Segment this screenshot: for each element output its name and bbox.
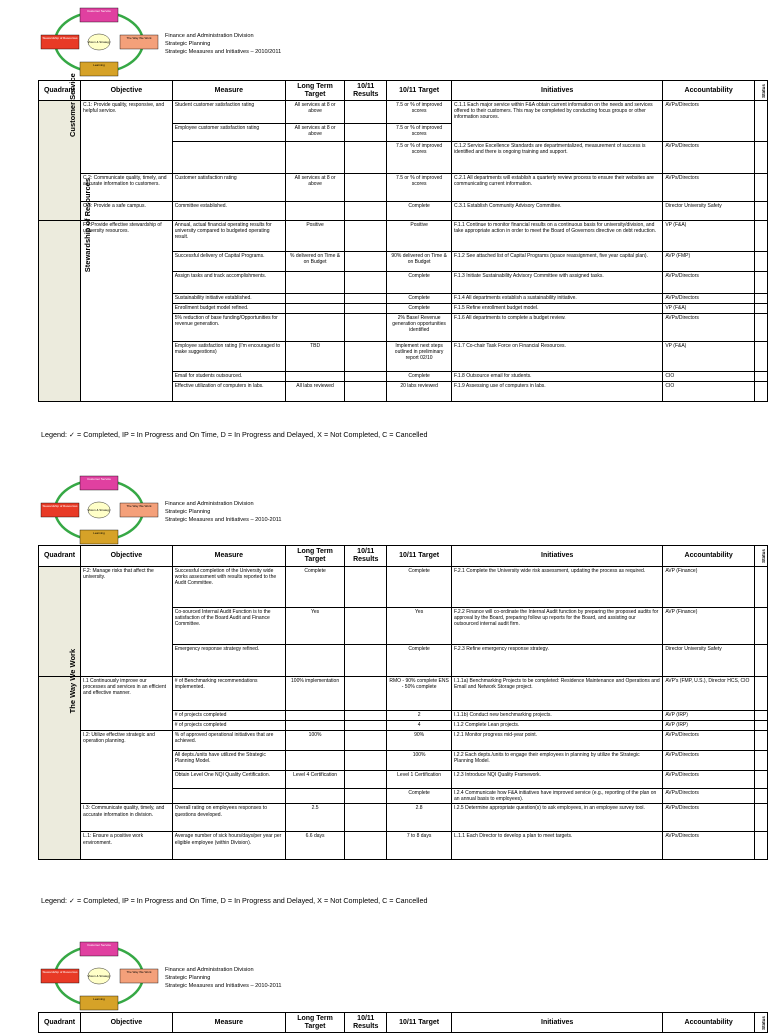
objective-cell: F.1:Provide effective stewardship of university resources. bbox=[81, 221, 173, 402]
long-term-cell: Level 4 Certification bbox=[285, 771, 344, 789]
diagram-center-label: Vision & Strategy bbox=[87, 40, 111, 44]
initiative-cell: I.2.4 Communicate how F&A initiatives have improved service (e.g., reporting of the plan on an annual basis to employees). bbox=[451, 789, 662, 804]
quadrant-cell: Customer Service bbox=[39, 101, 81, 221]
plan-subtitle: Strategic Measures and Initiatives – 2010-2011 bbox=[165, 517, 282, 523]
col-quadrant: Quadrant bbox=[39, 1013, 81, 1033]
results-cell bbox=[345, 304, 387, 314]
long-term-cell bbox=[285, 789, 344, 804]
header-text bbox=[165, 966, 282, 990]
results-cell bbox=[345, 124, 387, 142]
measure-cell: Sustainability initiative established. bbox=[172, 294, 285, 304]
objective-cell: I.2: Utilize effective strategic and operation planning. bbox=[81, 731, 173, 804]
objective-cell: I.1 Continuously improve our processes and services in an efficient and effective manner. bbox=[81, 677, 173, 731]
table-row bbox=[39, 101, 768, 124]
target-cell: Complete bbox=[387, 304, 452, 314]
status-cell bbox=[754, 677, 767, 711]
target-cell: Implement next steps outlined in preliminary report 02/10 bbox=[387, 342, 452, 372]
table-row bbox=[39, 221, 768, 252]
initiative-cell: I.2.2 Each depts./units to engage their employees in planning by utilize the Strategic Planning Model. bbox=[451, 751, 662, 771]
results-cell bbox=[345, 314, 387, 342]
target-cell: Yes bbox=[387, 608, 452, 645]
col-target: 10/11 Target bbox=[387, 1013, 452, 1033]
measure-cell: Employee satisfaction rating (I'm encouraged to make suggestions) bbox=[172, 342, 285, 372]
measure-cell: # of projects completed bbox=[172, 721, 285, 731]
results-cell bbox=[345, 608, 387, 645]
measure-cell: All depts./units have utilized the Strategic Planning Model. bbox=[172, 751, 285, 771]
results-cell bbox=[345, 731, 387, 751]
strategy-table-3 bbox=[38, 1012, 768, 1033]
strategy-map-diagram bbox=[38, 940, 160, 1012]
results-cell bbox=[345, 645, 387, 677]
results-cell bbox=[345, 101, 387, 124]
target-cell: 2.8 bbox=[387, 804, 452, 832]
measure-cell: Annual, actual financial operating results for university compared to budgeted operating result. bbox=[172, 221, 285, 252]
measure-cell: Effective utilization of computers in labs. bbox=[172, 382, 285, 402]
results-cell bbox=[345, 711, 387, 721]
target-cell: 100% bbox=[387, 751, 452, 771]
measure-cell: Committee established. bbox=[172, 202, 285, 221]
plan-subtitle: Strategic Measures and Initiatives – 2010/2011 bbox=[165, 49, 282, 55]
objective-cell: C.1: Provide quality, responsive, and helpful service. bbox=[81, 101, 173, 174]
col-results: 10/11 Results bbox=[345, 81, 387, 101]
target-cell: Complete bbox=[387, 789, 452, 804]
target-cell: 7.5 or % of improved scores bbox=[387, 142, 452, 174]
status-cell bbox=[754, 711, 767, 721]
long-term-cell bbox=[285, 721, 344, 731]
target-cell: 90% delivered on Time & on Budget bbox=[387, 252, 452, 272]
initiative-cell: F.1.4 All departments establish a sustainability initiative. bbox=[451, 294, 662, 304]
objective-cell: C.2: Communicate quality, timely, and accurate information to customers. bbox=[81, 174, 173, 202]
diagram-bottom-label: Learning bbox=[93, 63, 105, 67]
status-cell bbox=[754, 272, 767, 294]
results-cell bbox=[345, 272, 387, 294]
initiative-cell: F.1.7 Co-chair Task Force on Financial Resources. bbox=[451, 342, 662, 372]
measure-cell: Student customer satisfaction rating bbox=[172, 101, 285, 124]
accountability-cell: AVPs/Directors bbox=[663, 174, 755, 202]
results-cell bbox=[345, 789, 387, 804]
results-cell bbox=[345, 567, 387, 608]
accountability-cell: VP (F&A) bbox=[663, 221, 755, 252]
long-term-cell: Complete bbox=[285, 567, 344, 608]
strategy-table-1 bbox=[38, 73, 768, 402]
accountability-cell: Director University Safety bbox=[663, 202, 755, 221]
long-term-cell bbox=[285, 711, 344, 721]
target-cell: 7.5 or % of improved scores bbox=[387, 174, 452, 202]
accountability-cell: VP (F&A) bbox=[663, 304, 755, 314]
measure-cell: Overall rating on employees responses to questions developed. bbox=[172, 804, 285, 832]
measure-cell: # of Benchmarking recommendations implemented. bbox=[172, 677, 285, 711]
long-term-cell: All services at 8 or above bbox=[285, 174, 344, 202]
initiative-cell: I.1.1b) Conduct new benchmarking projects. bbox=[451, 711, 662, 721]
results-cell bbox=[345, 382, 387, 402]
section-header bbox=[38, 474, 438, 546]
status-cell bbox=[754, 608, 767, 645]
accountability-cell: AVPs/Directors bbox=[663, 804, 755, 832]
initiative-cell: F.1.1 Continue to monitor financial results on a continuous basis for university/division, and take appropriate action in order to meet the Board of Governors directive on debt reduction. bbox=[451, 221, 662, 252]
status-cell bbox=[754, 101, 767, 142]
target-cell: Complete bbox=[387, 567, 452, 608]
status-cell bbox=[754, 721, 767, 731]
initiative-cell: C.1.1 Each major service within F&A obtain current information on the needs and services offered to their customers. This may be completed by conducting focus groups or other information sources. bbox=[451, 101, 662, 142]
target-cell: Complete bbox=[387, 272, 452, 294]
col-measure: Measure bbox=[172, 1013, 285, 1033]
col-status: Status bbox=[754, 1013, 767, 1033]
accountability-cell: AVPs/Directors bbox=[663, 832, 755, 860]
col-target: 10/11 Target bbox=[387, 546, 452, 567]
strategy-map-diagram bbox=[38, 474, 160, 546]
long-term-cell bbox=[285, 142, 344, 174]
accountability-cell: VP (F&A) bbox=[663, 342, 755, 372]
long-term-cell bbox=[285, 372, 344, 382]
initiative-cell: F.2.2 Finance will co-ordinate the Internal Audit function by preparing the proposed audits for approval by the Board, preparing follow up reports for the Board, and assisting our outsourced internal audit firm. bbox=[451, 608, 662, 645]
measure-cell: % of approved operational initiatives that are achieved. bbox=[172, 731, 285, 751]
division-title: Finance and Administration Division bbox=[165, 501, 254, 507]
status-cell bbox=[754, 804, 767, 832]
target-cell: 20 labs reviewed bbox=[387, 382, 452, 402]
results-cell bbox=[345, 751, 387, 771]
accountability-cell: AVP's (FMP, U.S.), Director HCS, CIO bbox=[663, 677, 755, 711]
col-objective: Objective bbox=[81, 81, 173, 101]
table-row bbox=[39, 804, 768, 832]
measure-cell: Successful completion of the University wide works assessment with results reported to the Audit Committee. bbox=[172, 567, 285, 608]
initiative-cell: F.1.2 See attached list of Capital Programs (space reassignment, five year capital plan). bbox=[451, 252, 662, 272]
table-row bbox=[39, 174, 768, 202]
header-text bbox=[165, 32, 281, 56]
diagram-top-label: Customer Service bbox=[87, 943, 111, 947]
col-measure: Measure bbox=[172, 546, 285, 567]
col-accountability: Accountability bbox=[663, 546, 755, 567]
measure-cell: Assign tasks and track accomplishments. bbox=[172, 272, 285, 294]
long-term-cell: 6.6 days bbox=[285, 832, 344, 860]
diagram-right-label: The Way We Work bbox=[126, 970, 152, 974]
measure-cell: Emergency response strategy refined. bbox=[172, 645, 285, 677]
division-title: Finance and Administration Division bbox=[165, 967, 254, 973]
section-header bbox=[38, 940, 438, 1012]
initiative-cell: F.1.9 Assessing use of computers in labs. bbox=[451, 382, 662, 402]
long-term-cell bbox=[285, 645, 344, 677]
legend: Legend: ✓ = Completed, IP = In Progress and On Time, D = In Progress and Delayed, X = Not Completed, C = Cancelled bbox=[41, 896, 428, 905]
measure-cell: Email for students outsourced. bbox=[172, 372, 285, 382]
accountability-cell: AVPs/Directors bbox=[663, 294, 755, 304]
strategy-map-diagram bbox=[38, 6, 160, 78]
status-cell bbox=[754, 174, 767, 202]
initiative-cell: F.2.1 Complete the University wide risk assessment, updating the process as required. bbox=[451, 567, 662, 608]
plan-title: Strategic Planning bbox=[165, 975, 211, 981]
plan-title: Strategic Planning bbox=[165, 41, 211, 47]
results-cell bbox=[345, 832, 387, 860]
target-cell: Level 1 Certification bbox=[387, 771, 452, 789]
diagram-left-label: Stewardship of Resources bbox=[42, 36, 78, 40]
initiative-cell: C.2.1 All departments will establish a quarterly review process to ensure their websites are communicating current information. bbox=[451, 174, 662, 202]
results-cell bbox=[345, 294, 387, 304]
target-cell: Complete bbox=[387, 372, 452, 382]
long-term-cell bbox=[285, 272, 344, 294]
initiative-cell: I.1.2 Complete Lean projects. bbox=[451, 721, 662, 731]
accountability-cell: AVPs/Directors bbox=[663, 731, 755, 751]
table-header-row bbox=[39, 546, 768, 567]
diagram-right-label: The Way We Work bbox=[126, 36, 152, 40]
col-objective: Objective bbox=[81, 1013, 173, 1033]
measure-cell bbox=[172, 142, 285, 174]
status-cell bbox=[754, 294, 767, 304]
accountability-cell: AVP (Finance) bbox=[663, 567, 755, 608]
measure-cell bbox=[172, 789, 285, 804]
accountability-cell: AVPs/Directors bbox=[663, 314, 755, 342]
table-header-row bbox=[39, 81, 768, 101]
long-term-cell: % delivered on Time & on Budget bbox=[285, 252, 344, 272]
measure-cell: Customer satisfaction rating bbox=[172, 174, 285, 202]
status-cell bbox=[754, 304, 767, 314]
initiative-cell: F.1.5 Refine enrollment budget model. bbox=[451, 304, 662, 314]
measure-cell: # of projects completed bbox=[172, 711, 285, 721]
col-long-term-target: Long Term Target bbox=[285, 546, 344, 567]
results-cell bbox=[345, 202, 387, 221]
status-cell bbox=[754, 731, 767, 751]
status-cell bbox=[754, 645, 767, 677]
results-cell bbox=[345, 677, 387, 711]
long-term-cell bbox=[285, 751, 344, 771]
status-cell bbox=[754, 832, 767, 860]
status-cell bbox=[754, 142, 767, 174]
target-cell: Complete bbox=[387, 294, 452, 304]
status-cell bbox=[754, 252, 767, 272]
col-results: 10/11 Results bbox=[345, 546, 387, 567]
accountability-cell: AVPs/Directors bbox=[663, 101, 755, 142]
initiative-cell: I.1.1a) Benchmarking Projects to be completed: Residence Maintenance and Operations and Email and Network Storage project. bbox=[451, 677, 662, 711]
initiative-cell: I.2.1 Monitor progress mid-year point. bbox=[451, 731, 662, 751]
initiative-cell: F.1.6 All departments to complete a budget review. bbox=[451, 314, 662, 342]
status-cell bbox=[754, 372, 767, 382]
diagram-right-label: The Way We Work bbox=[126, 504, 152, 508]
division-title: Finance and Administration Division bbox=[165, 33, 254, 39]
initiative-cell: C.3.1 Establish Community Advisory Committee. bbox=[451, 202, 662, 221]
accountability-cell: CIO bbox=[663, 382, 755, 402]
target-cell: 2 bbox=[387, 711, 452, 721]
objective-cell: L.1: Ensure a positive work environment. bbox=[81, 832, 173, 860]
strategy-table-2 bbox=[38, 545, 768, 860]
long-term-cell bbox=[285, 304, 344, 314]
target-cell: 7.5 or % of improved scores bbox=[387, 101, 452, 124]
long-term-cell: All services at 8 or above bbox=[285, 124, 344, 142]
table-row bbox=[39, 677, 768, 711]
measure-cell: Employee customer satisfaction rating bbox=[172, 124, 285, 142]
long-term-cell bbox=[285, 314, 344, 342]
col-measure: Measure bbox=[172, 81, 285, 101]
long-term-cell: All services at 8 or above bbox=[285, 101, 344, 124]
accountability-cell: AVPs/Directors bbox=[663, 789, 755, 804]
col-results: 10/11 Results bbox=[345, 1013, 387, 1033]
col-initiatives: Initiatives bbox=[451, 546, 662, 567]
status-cell bbox=[754, 789, 767, 804]
results-cell bbox=[345, 142, 387, 174]
diagram-bottom-label: Learning bbox=[93, 531, 105, 535]
target-cell: RMO - 90% complete ENS - 50% complete bbox=[387, 677, 452, 711]
objective-cell: I.3: Communicate quality, timely, and accurate information in division. bbox=[81, 804, 173, 832]
target-cell: 90% bbox=[387, 731, 452, 751]
accountability-cell: AVP (IRP) bbox=[663, 721, 755, 731]
initiative-cell: C.1.2 Service Excellence Standards are departmentalized, measurement of success is identified and there is ongoing training and support. bbox=[451, 142, 662, 174]
quadrant-cell: Stewardship of Resources bbox=[39, 221, 81, 402]
long-term-cell bbox=[285, 202, 344, 221]
table-row bbox=[39, 202, 768, 221]
target-cell: 7 to 8 days bbox=[387, 832, 452, 860]
target-cell: Positive bbox=[387, 221, 452, 252]
diagram-top-label: Customer Service bbox=[87, 477, 111, 481]
col-quadrant: Quadrant bbox=[39, 81, 81, 101]
results-cell bbox=[345, 804, 387, 832]
accountability-cell: AVP (IRP) bbox=[663, 711, 755, 721]
measure-cell: 5% reduction of base funding/Opportunities for revenue generation. bbox=[172, 314, 285, 342]
long-term-cell: 100% bbox=[285, 731, 344, 751]
measure-cell: Co-sourced Internal Audit Function is to the satisfaction of the Board Audit and Finance Committee. bbox=[172, 608, 285, 645]
col-accountability: Accountability bbox=[663, 1013, 755, 1033]
diagram-left-label: Stewardship of Resources bbox=[42, 970, 78, 974]
long-term-cell: All labs reviewed bbox=[285, 382, 344, 402]
col-long-term-target: Long Term Target bbox=[285, 81, 344, 101]
results-cell bbox=[345, 771, 387, 789]
status-cell bbox=[754, 221, 767, 252]
long-term-cell bbox=[285, 294, 344, 304]
accountability-cell: AVPs/Directors bbox=[663, 751, 755, 771]
table-row bbox=[39, 832, 768, 860]
diagram-bottom-label: Learning bbox=[93, 997, 105, 1001]
target-cell: 7.5 or % of improved scores bbox=[387, 124, 452, 142]
target-cell: 2% Base/ Revenue generation opportunities identified bbox=[387, 314, 452, 342]
measure-cell: Average number of sick hours/days/per year per eligible employee (within Division). bbox=[172, 832, 285, 860]
diagram-center-label: Vision & Strategy bbox=[87, 508, 111, 512]
results-cell bbox=[345, 252, 387, 272]
long-term-cell: 100% implementation bbox=[285, 677, 344, 711]
col-quadrant: Quadrant bbox=[39, 546, 81, 567]
initiative-cell: L.1.1 Each Director to develop a plan to meet targets. bbox=[451, 832, 662, 860]
status-cell bbox=[754, 567, 767, 608]
status-cell bbox=[754, 202, 767, 221]
results-cell bbox=[345, 721, 387, 731]
long-term-cell: Positive bbox=[285, 221, 344, 252]
target-cell: 4 bbox=[387, 721, 452, 731]
initiative-cell: F.2.3 Refine emergency response strategy. bbox=[451, 645, 662, 677]
accountability-cell: CIO bbox=[663, 372, 755, 382]
table-row bbox=[39, 731, 768, 751]
legend: Legend: ✓ = Completed, IP = In Progress and On Time, D = In Progress and Delayed, X = Not Completed, C = Cancelled bbox=[41, 430, 428, 439]
status-cell bbox=[754, 751, 767, 771]
long-term-cell: Yes bbox=[285, 608, 344, 645]
long-term-cell: 2.5 bbox=[285, 804, 344, 832]
objective-cell: C.3: Provide a safe campus. bbox=[81, 202, 173, 221]
plan-subtitle: Strategic Measures and Initiatives – 2010-2011 bbox=[165, 983, 282, 989]
diagram-center-label: Vision & Strategy bbox=[87, 974, 111, 978]
table-row bbox=[39, 567, 768, 608]
accountability-cell: AVPs/Directors bbox=[663, 272, 755, 294]
col-long-term-target: Long Term Target bbox=[285, 1013, 344, 1033]
accountability-cell: Director University Safety bbox=[663, 645, 755, 677]
accountability-cell: AVP (Finance) bbox=[663, 608, 755, 645]
status-cell bbox=[754, 314, 767, 342]
col-objective: Objective bbox=[81, 546, 173, 567]
initiative-cell: F.1.3 Initiate Sustainability Advisory Committee with assigned tasks. bbox=[451, 272, 662, 294]
status-cell bbox=[754, 342, 767, 372]
col-initiatives: Initiatives bbox=[451, 1013, 662, 1033]
accountability-cell: AVPs/Directors bbox=[663, 142, 755, 174]
initiative-cell: F.1.8 Outsource email for students. bbox=[451, 372, 662, 382]
target-cell: Complete bbox=[387, 202, 452, 221]
section-header bbox=[38, 6, 438, 78]
results-cell bbox=[345, 221, 387, 252]
diagram-top-label: Customer Service bbox=[87, 9, 111, 13]
header-text bbox=[165, 500, 282, 524]
status-cell bbox=[754, 382, 767, 402]
accountability-cell: AVPs/Directors bbox=[663, 771, 755, 789]
target-cell: Complete bbox=[387, 645, 452, 677]
results-cell bbox=[345, 174, 387, 202]
accountability-cell: AVP (FMP) bbox=[663, 252, 755, 272]
long-term-cell: TBD bbox=[285, 342, 344, 372]
col-target: 10/11 Target bbox=[387, 81, 452, 101]
objective-cell: F.2: Manage risks that affect the university. bbox=[81, 567, 173, 677]
results-cell bbox=[345, 372, 387, 382]
measure-cell: Obtain Level One NQI Quality Certification. bbox=[172, 771, 285, 789]
plan-title: Strategic Planning bbox=[165, 509, 211, 515]
initiative-cell: I.2.3 Introduce NQI Quality Framework. bbox=[451, 771, 662, 789]
measure-cell: Enrollment budget model refined. bbox=[172, 304, 285, 314]
measure-cell: Successful delivery of Capital Programs. bbox=[172, 252, 285, 272]
diagram-left-label: Stewardship of Resources bbox=[42, 504, 78, 508]
initiative-cell: I.2.5 Determine appropriate question(s) to ask employees, in an employee survey tool. bbox=[451, 804, 662, 832]
status-cell bbox=[754, 771, 767, 789]
results-cell bbox=[345, 342, 387, 372]
table-header-row bbox=[39, 1013, 768, 1033]
col-initiatives: Initiatives bbox=[451, 81, 662, 101]
col-status: Status bbox=[754, 546, 767, 567]
quadrant-cell: The Way We Work bbox=[39, 677, 81, 860]
col-status: Status bbox=[754, 81, 767, 101]
col-accountability: Accountability bbox=[663, 81, 755, 101]
